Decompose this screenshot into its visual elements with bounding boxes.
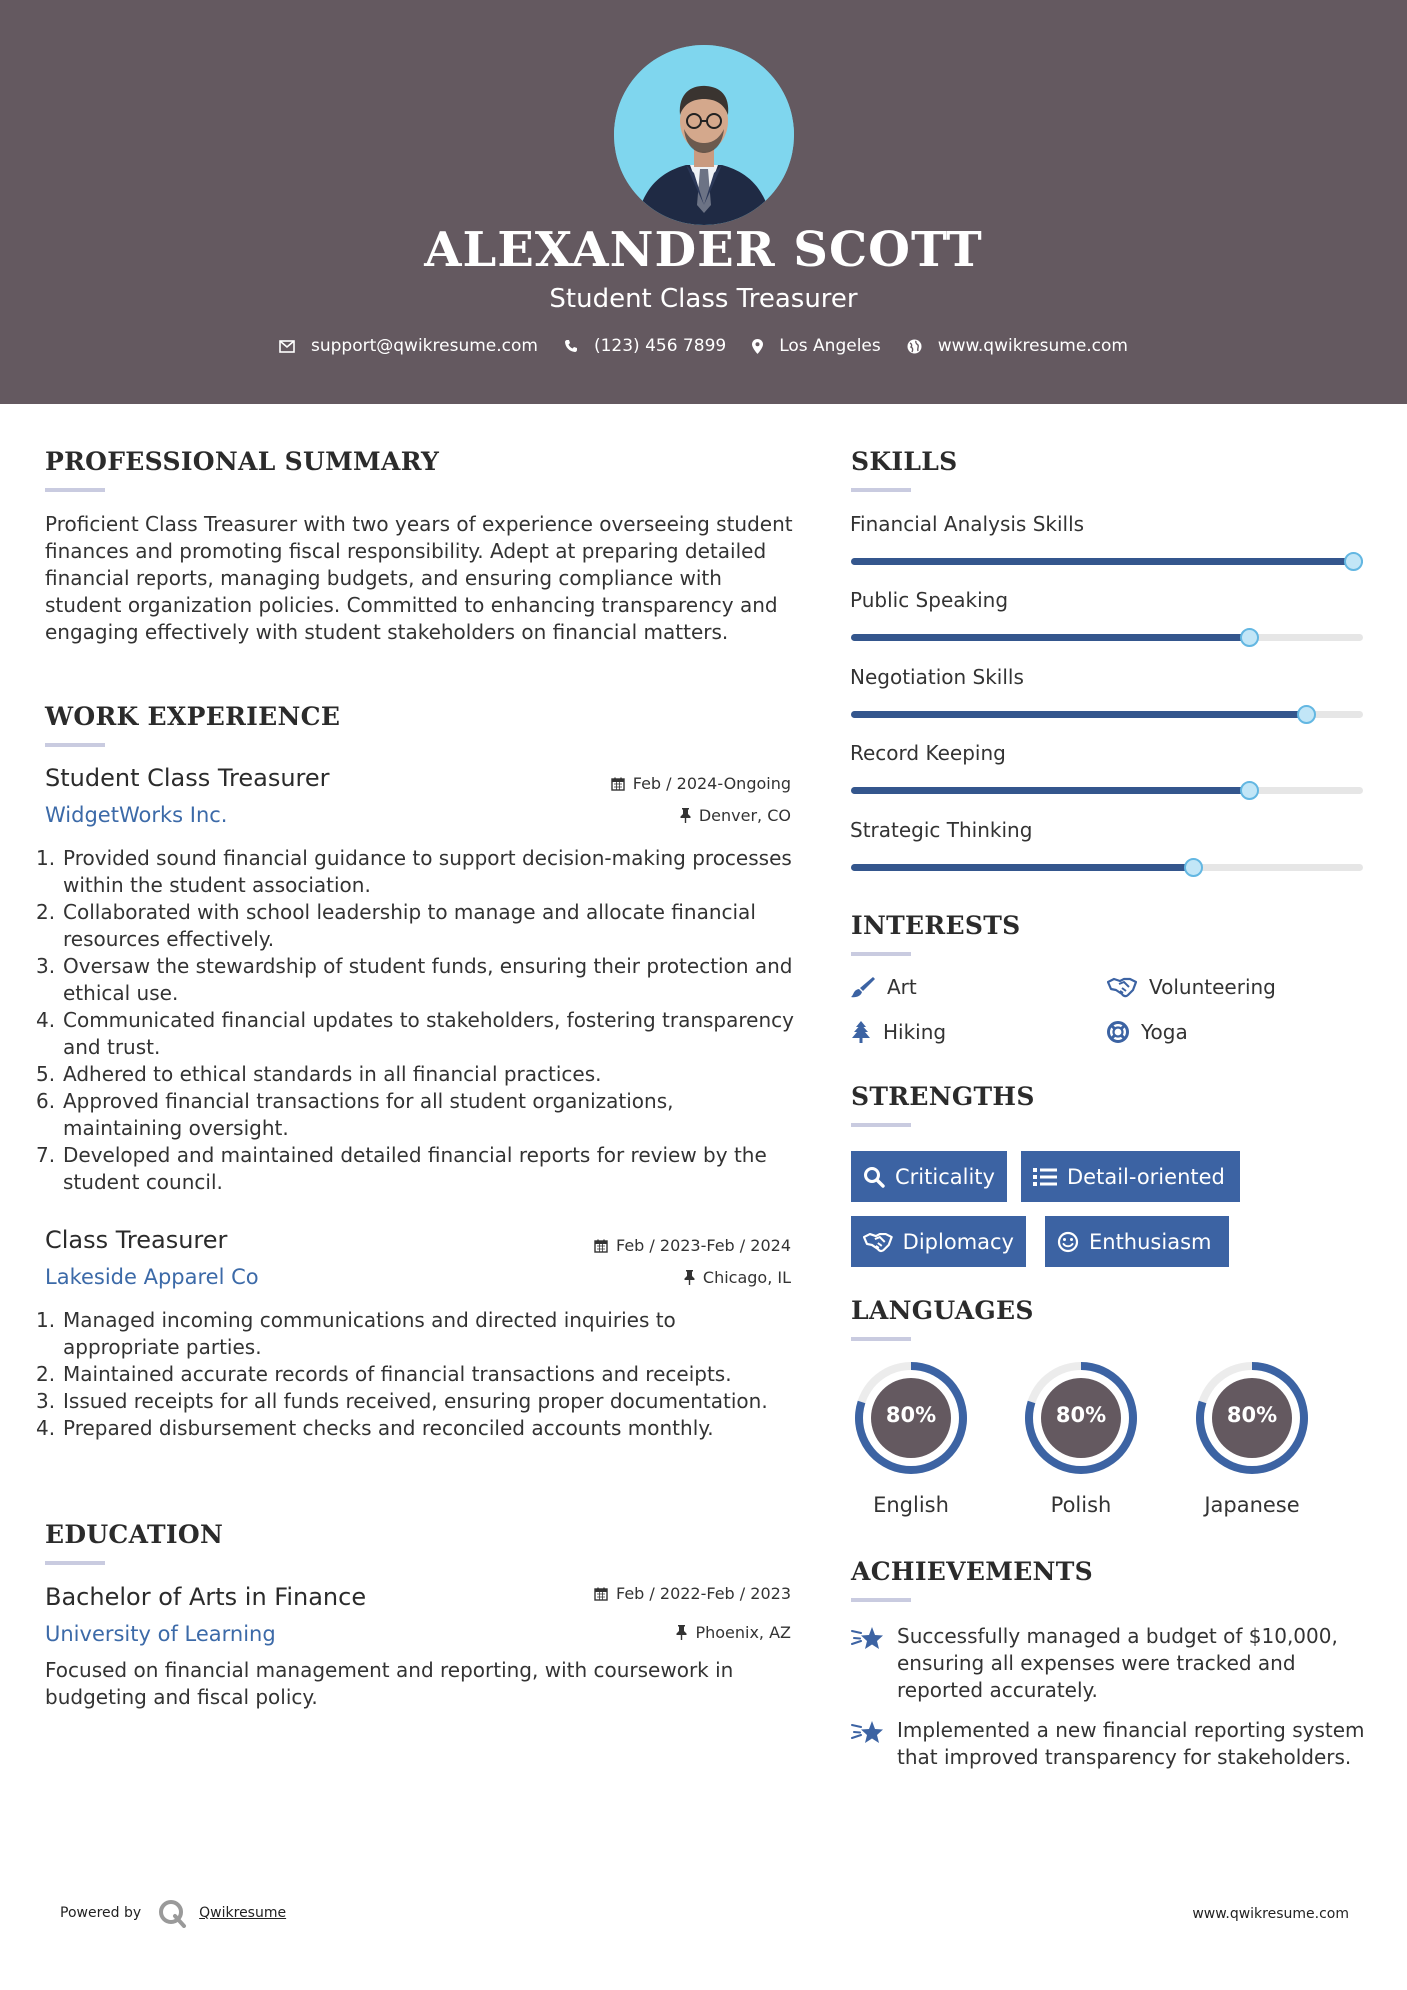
strength-label: Enthusiasm <box>1089 1229 1212 1254</box>
contact-email[interactable] <box>279 336 538 356</box>
skill-bar-knob <box>1297 705 1316 724</box>
interest-item <box>851 1020 946 1044</box>
summary-text: Proficient Class Treasurer with two years of experience overseeing student finances and promoting fiscal responsibility. Adept at preparing detailed financial reports, managing budgets, and ensuring compliance with student organization policies. Committed to enhancing transparency and engaging effectively with student stakeholders on financial matters. <box>45 512 793 644</box>
life-ring-icon <box>1107 1021 1129 1043</box>
globe-icon <box>907 339 922 354</box>
list-item: Prepared disbursement checks and reconciled accounts monthly. <box>63 1416 714 1440</box>
language-percent: 80% <box>1226 1403 1278 1427</box>
company-name: Lakeside Apparel Co <box>45 1265 259 1289</box>
interest-label: Hiking <box>883 1020 947 1044</box>
job-location <box>684 1268 791 1287</box>
language-percent: 80% <box>885 1403 937 1427</box>
education-description: Focused on financial management and reporting, with coursework in budgeting and fiscal policy. <box>45 1658 734 1709</box>
job-title: Student Class Treasurer <box>45 764 330 792</box>
list-item: Provided sound financial guidance to support decision-making processes within the student association. <box>63 846 792 897</box>
list-item: Maintained accurate records of financial transactions and receipts. <box>63 1362 732 1386</box>
achievements-heading-underline <box>851 1598 911 1602</box>
skill-bar-fill <box>851 864 1194 871</box>
language-item <box>1006 1357 1156 1517</box>
list-item: Collaborated with school leadership to manage and allocate financial resources effectively. <box>63 900 756 951</box>
education-location-text: Phoenix, AZ <box>695 1623 791 1642</box>
job-location-text: Denver, CO <box>698 806 791 825</box>
envelope-icon <box>279 340 295 353</box>
handshake-icon <box>1107 976 1137 998</box>
experience-heading-underline <box>45 743 105 747</box>
contact-bar <box>0 336 1407 356</box>
interests-heading-underline <box>851 952 911 956</box>
languages-heading: LANGUAGES <box>851 1296 1034 1325</box>
website-text: www.qwikresume.com <box>937 336 1128 356</box>
strength-label: Detail-oriented <box>1067 1164 1225 1189</box>
candidate-title: Student Class Treasurer <box>549 284 858 314</box>
job-dates-text: Feb / 2024-Ongoing <box>632 774 791 793</box>
job-title: Class Treasurer <box>45 1226 228 1254</box>
language-percent: 80% <box>1055 1403 1107 1427</box>
school-name: University of Learning <box>45 1622 276 1646</box>
education-dates-text: Feb / 2022-Feb / 2023 <box>616 1584 791 1603</box>
skill-label: Public Speaking <box>850 588 1009 612</box>
achievement-item <box>851 1623 1371 1704</box>
search-icon <box>863 1166 885 1188</box>
skill-label: Negotiation Skills <box>850 665 1024 689</box>
skill-bar-knob <box>1240 781 1259 800</box>
calendar-icon <box>594 1239 608 1253</box>
job-duties-list <box>36 845 796 1196</box>
achievements-heading: ACHIEVEMENTS <box>851 1557 1093 1586</box>
list-item: Oversaw the stewardship of student funds, ensuring their protection and ethical use. <box>63 954 793 1005</box>
interest-label: Yoga <box>1141 1020 1188 1044</box>
pushpin-icon <box>684 1270 695 1285</box>
interest-item <box>1107 975 1276 999</box>
footer-url[interactable]: www.qwikresume.com <box>1192 1906 1349 1922</box>
handshake-icon <box>863 1231 893 1253</box>
achievement-text: Successfully managed a budget of $10,000, ensuring all expenses were tracked and reported accurately. <box>897 1624 1338 1702</box>
skills-heading: SKILLS <box>851 447 958 476</box>
strength-chip <box>851 1216 1026 1267</box>
list-item: Communicated financial updates to stakeholders, fostering transparency and trust. <box>63 1008 794 1059</box>
tree-icon <box>851 1021 871 1043</box>
pushpin-icon <box>676 1625 687 1640</box>
company-name: WidgetWorks Inc. <box>45 803 228 827</box>
strengths-heading: STRENGTHS <box>851 1082 1035 1111</box>
email-text: support@qwikresume.com <box>311 336 538 356</box>
language-name: English <box>873 1493 949 1517</box>
list-item: Adhered to ethical standards in all financial practices. <box>63 1062 602 1086</box>
smile-icon <box>1057 1231 1079 1253</box>
contact-location <box>752 336 881 356</box>
education-heading-underline <box>45 1561 105 1565</box>
qwikresume-link[interactable]: Qwikresume <box>199 1905 287 1921</box>
paintbrush-icon <box>851 976 875 998</box>
skill-bar <box>851 864 1363 871</box>
skill-bar-fill <box>851 558 1363 565</box>
interest-item <box>1107 1020 1188 1044</box>
experience-heading: WORK EXPERIENCE <box>45 702 341 731</box>
powered-by-text: Powered by <box>60 1905 142 1921</box>
list-item: Issued receipts for all funds received, ensuring proper documentation. <box>63 1389 768 1413</box>
calendar-icon <box>611 777 625 791</box>
job-dates <box>594 1236 791 1255</box>
skill-label: Record Keeping <box>850 741 1006 765</box>
skill-bar-knob <box>1344 552 1363 571</box>
language-name: Polish <box>1050 1493 1112 1517</box>
strength-label: Diplomacy <box>902 1229 1014 1254</box>
skills-heading-underline <box>851 488 911 492</box>
job-dates <box>611 774 791 793</box>
shooting-star-icon <box>851 1719 885 1747</box>
strengths-heading-underline <box>851 1123 911 1127</box>
location-text: Los Angeles <box>779 336 881 356</box>
education-location <box>676 1623 791 1642</box>
job-duties-list <box>36 1307 796 1442</box>
skill-bar <box>851 787 1363 794</box>
job-location-text: Chicago, IL <box>702 1268 791 1287</box>
pushpin-icon <box>680 808 691 823</box>
skill-bar <box>851 558 1363 565</box>
skill-bar-knob <box>1184 858 1203 877</box>
skill-bar <box>851 634 1363 641</box>
strength-chip <box>851 1151 1007 1202</box>
education-dates <box>594 1584 791 1603</box>
shooting-star-icon <box>851 1625 885 1653</box>
qwikresume-logo-icon <box>157 1898 187 1928</box>
strength-chip <box>1021 1151 1240 1202</box>
skill-bar-knob <box>1240 628 1259 647</box>
achievement-item <box>851 1717 1371 1771</box>
person-portrait-icon <box>614 45 794 225</box>
interest-label: Volunteering <box>1149 975 1276 999</box>
summary-heading: PROFESSIONAL SUMMARY <box>45 447 440 476</box>
phone-icon <box>564 339 578 353</box>
footer-branding <box>60 1898 286 1928</box>
job-location <box>680 806 791 825</box>
interests-heading: INTERESTS <box>851 911 1021 940</box>
calendar-icon <box>594 1587 608 1601</box>
profile-photo <box>614 45 794 225</box>
list-item: Approved financial transactions for all student organizations, maintaining oversight. <box>63 1089 674 1140</box>
interest-label: Art <box>887 975 917 999</box>
strength-label: Criticality <box>895 1164 995 1189</box>
map-pin-icon <box>752 339 763 354</box>
strength-chip <box>1045 1216 1229 1267</box>
language-name: Japanese <box>1204 1493 1300 1517</box>
interest-item <box>851 975 917 999</box>
list-item: Managed incoming communications and directed inquiries to appropriate parties. <box>63 1308 676 1359</box>
skill-bar-fill <box>851 711 1307 718</box>
candidate-name: ALEXANDER SCOTT <box>424 222 983 278</box>
list-icon <box>1033 1167 1057 1187</box>
skill-bar-fill <box>851 787 1250 794</box>
skill-bar <box>851 711 1363 718</box>
skill-label: Strategic Thinking <box>850 818 1033 842</box>
skill-bar-fill <box>851 634 1250 641</box>
phone-text: (123) 456 7899 <box>593 336 727 356</box>
degree-title: Bachelor of Arts in Finance <box>45 1583 367 1611</box>
achievement-text: Implemented a new financial reporting system that improved transparency for stakeholders. <box>897 1718 1365 1769</box>
education-heading: EDUCATION <box>45 1520 224 1549</box>
language-item <box>836 1357 986 1517</box>
contact-phone[interactable] <box>564 336 726 356</box>
language-item <box>1177 1357 1327 1517</box>
contact-website[interactable] <box>907 336 1128 356</box>
languages-heading-underline <box>851 1337 911 1341</box>
summary-heading-underline <box>45 488 105 492</box>
skill-label: Financial Analysis Skills <box>850 512 1085 536</box>
resume-header <box>0 0 1407 404</box>
list-item: Developed and maintained detailed financial reports for review by the student council. <box>63 1143 767 1194</box>
job-dates-text: Feb / 2023-Feb / 2024 <box>616 1236 791 1255</box>
